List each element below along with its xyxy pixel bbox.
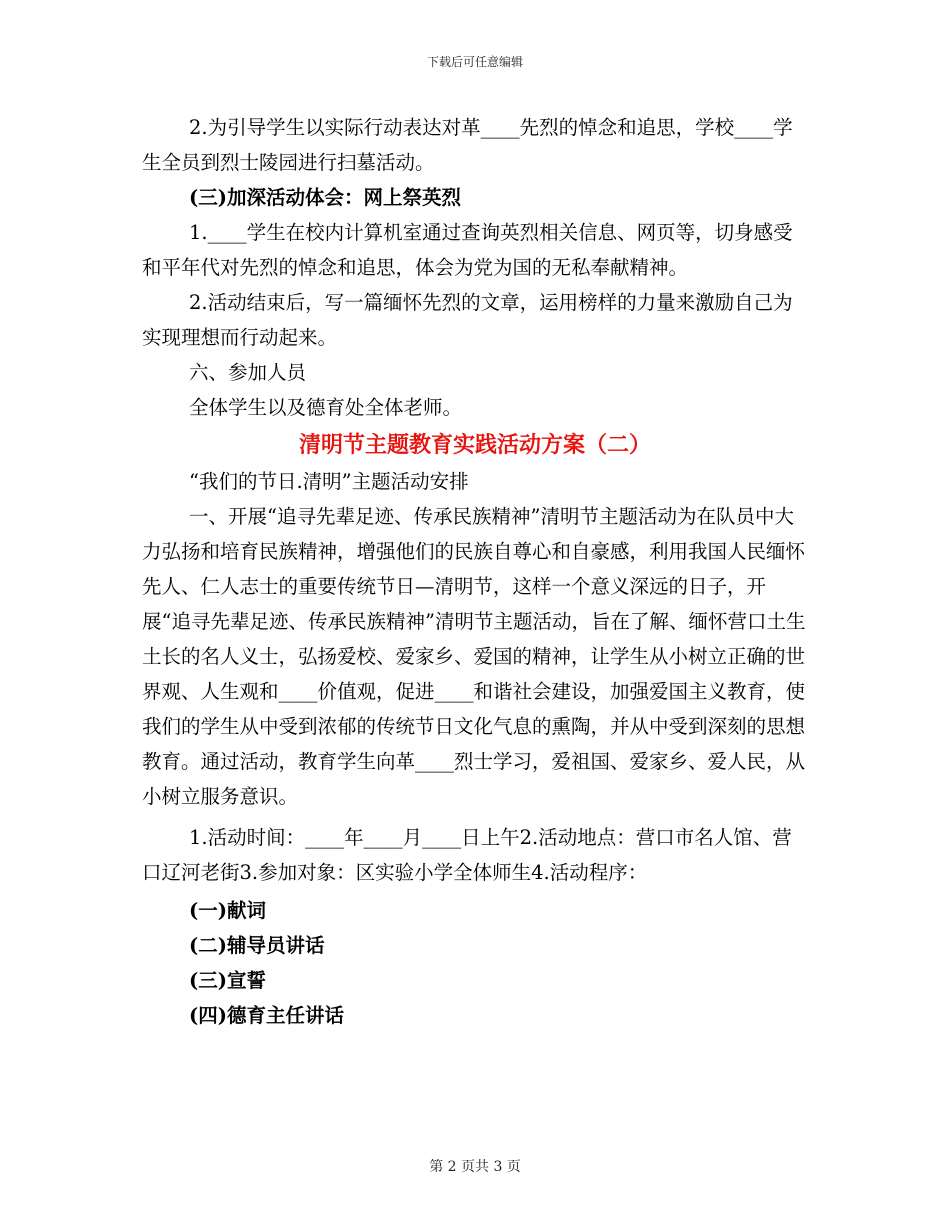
list-item-dedication: (一)献词 xyxy=(189,899,266,922)
document-title: 清明节主题教育实践活动方案（二） xyxy=(298,432,651,458)
paragraph-participants: 全体学生以及德育处全体老师。 xyxy=(189,396,463,419)
section-heading-online-memorial: (三)加深活动体会：网上祭英烈 xyxy=(189,186,461,209)
page-footer: 第 2 页共 3 页 xyxy=(429,1159,521,1175)
list-item-oath: (三)宣誓 xyxy=(189,969,266,992)
section-heading-participants: 六、参加人员 xyxy=(189,361,307,384)
paragraph-scavenging: 2.为引导学生以实际行动表达对革____先烈的悼念和追思，学校____学生全员到烈士陵园进行扫墓活动。 xyxy=(142,116,793,174)
document-body xyxy=(142,110,808,1033)
paragraph-essay: 2.活动结束后，写一篇缅怀先烈的文章，运用榜样的力量来激励自己为实现理想而行动起来。 xyxy=(142,291,793,349)
page-header: 下载后可任意编辑 xyxy=(426,55,523,69)
list-item-counselor-speech: (二)辅导员讲话 xyxy=(189,934,325,957)
paragraph-activity-intro: 一、开展“追寻先辈足迹、传承民族精神”清明节主题活动为在队员中大力弘扬和培育民族精神，增强他们的民族自尊心和自豪感，利用我国人民缅怀先人、仁人志士的重要传统节日—清明节，这样一个意义深远的日子，开展“追寻先辈足迹、传承民族精神”清明节主题活动，旨在了解、缅怀营口土生土长的名人义士，弘扬爱校、爱家乡、爱国的精神，让学生从小树立正确的世界观、人生观和____价值观，促进____和谐社会建设，加强爱国主义教育，使我们的学生从中受到浓郁的传统节日文化气息的熏陶，并从中受到深刻的思想教育。通过活动，教育学生向革____烈士学习，爱祖国、爱家乡、爱人民，从小树立服务意识。 xyxy=(142,505,806,808)
paragraph-activity-details: 1.活动时间：____年____月____日上午2.活动地点：营口市名人馆、营口辽河老街3.参加对象：区实验小学全体师生4.活动程序： xyxy=(142,826,792,884)
paragraph-computer-room: 1.____学生在校内计算机室通过查询英烈相关信息、网页等，切身感受和平年代对先烈的悼念和追思，体会为党为国的无私奉献精神。 xyxy=(142,221,793,279)
paragraph-subtitle: “我们的节日.清明”主题活动安排 xyxy=(189,470,469,493)
list-item-director-speech: (四)德育主任讲话 xyxy=(189,1004,344,1027)
